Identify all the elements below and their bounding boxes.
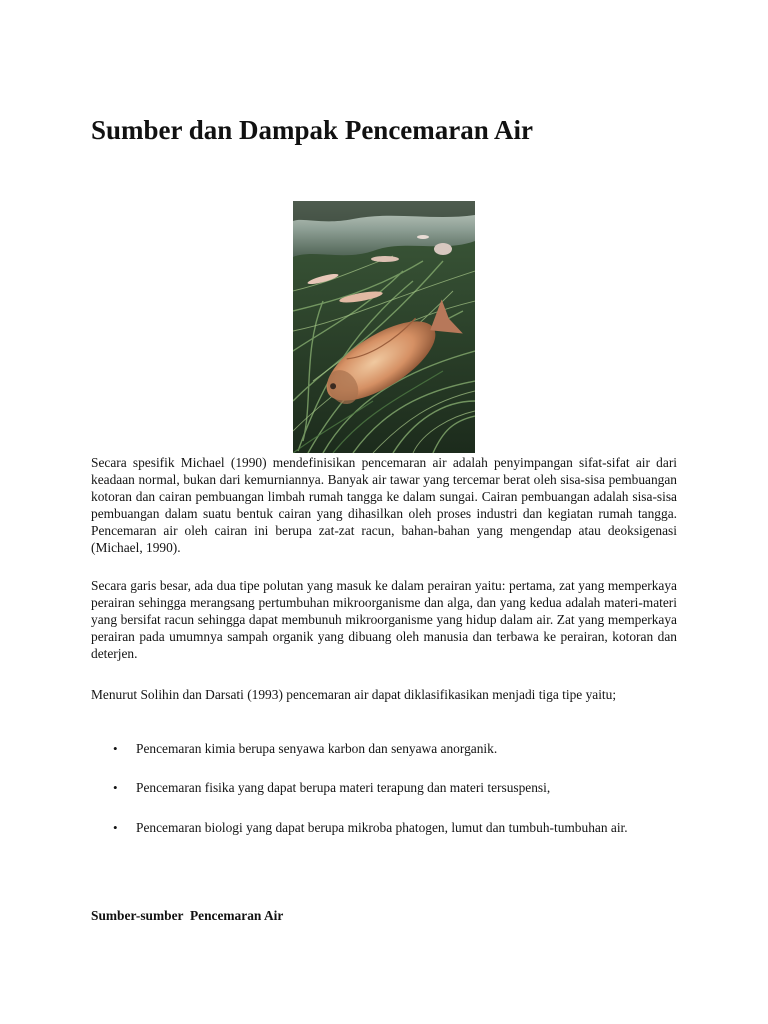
section-heading: Sumber-sumber Pencemaran Air: [91, 908, 284, 923]
bullet-icon: •: [113, 780, 118, 795]
bullet-icon: •: [113, 741, 118, 756]
dead-fish-photo: [293, 201, 475, 453]
paragraph-1: Secara spesifik Michael (1990) mendefinisikan pencemaran air adalah penyimpangan sifat-sifat air dari keadaan normal, bukan dari kemurniannya. Banyak air tawar yang tercemar berat oleh sisa-sisa pembuangan kotoran dan cairan pembuangan limbah rumah tangga ke dalam sungai. Cairan pembuangan adalah sisa-sisa pembuangan dalam suatu bentuk cairan yang dihasilkan oleh proses industri dan kegiatan rumah tangga. Pencemaran air oleh cairan ini berupa zat-zat racun, bahan-bahan yang mengendap atau deoksigenasi (Michael, 1990).: [91, 455, 677, 556]
bullet-icon: •: [113, 820, 118, 835]
document-title: Sumber dan Dampak Pencemaran Air: [91, 115, 534, 145]
list-item-text: Pencemaran kimia berupa senyawa karbon dan senyawa anorganik.: [136, 741, 498, 756]
list-item-text: Pencemaran fisika yang dapat berupa materi terapung dan materi tersuspensi,: [136, 780, 551, 795]
paragraph-3: Menurut Solihin dan Darsati (1993) pencemaran air dapat diklasifikasikan menjadi tiga tipe yaitu;: [91, 687, 617, 702]
paragraph-2: Secara garis besar, ada dua tipe polutan yang masuk ke dalam perairan yaitu: pertama, zat yang memperkaya perairan sehingga merangsang pertumbuhan mikroorganisme dan alga, dan yang kedua adalah materi-materi yang bersifat racun sehingga dapat membunuh mikroorganisme yang hidup dalam air. Zat yang memperkaya perairan pada umumnya sampah organik yang dibuang oleh manusia dan terbawa ke perairan, kotoran dan deterjen.: [91, 578, 677, 662]
list-item-text: Pencemaran biologi yang dapat berupa mikroba phatogen, lumut dan tumbuh-tumbuhan air.: [136, 820, 628, 835]
